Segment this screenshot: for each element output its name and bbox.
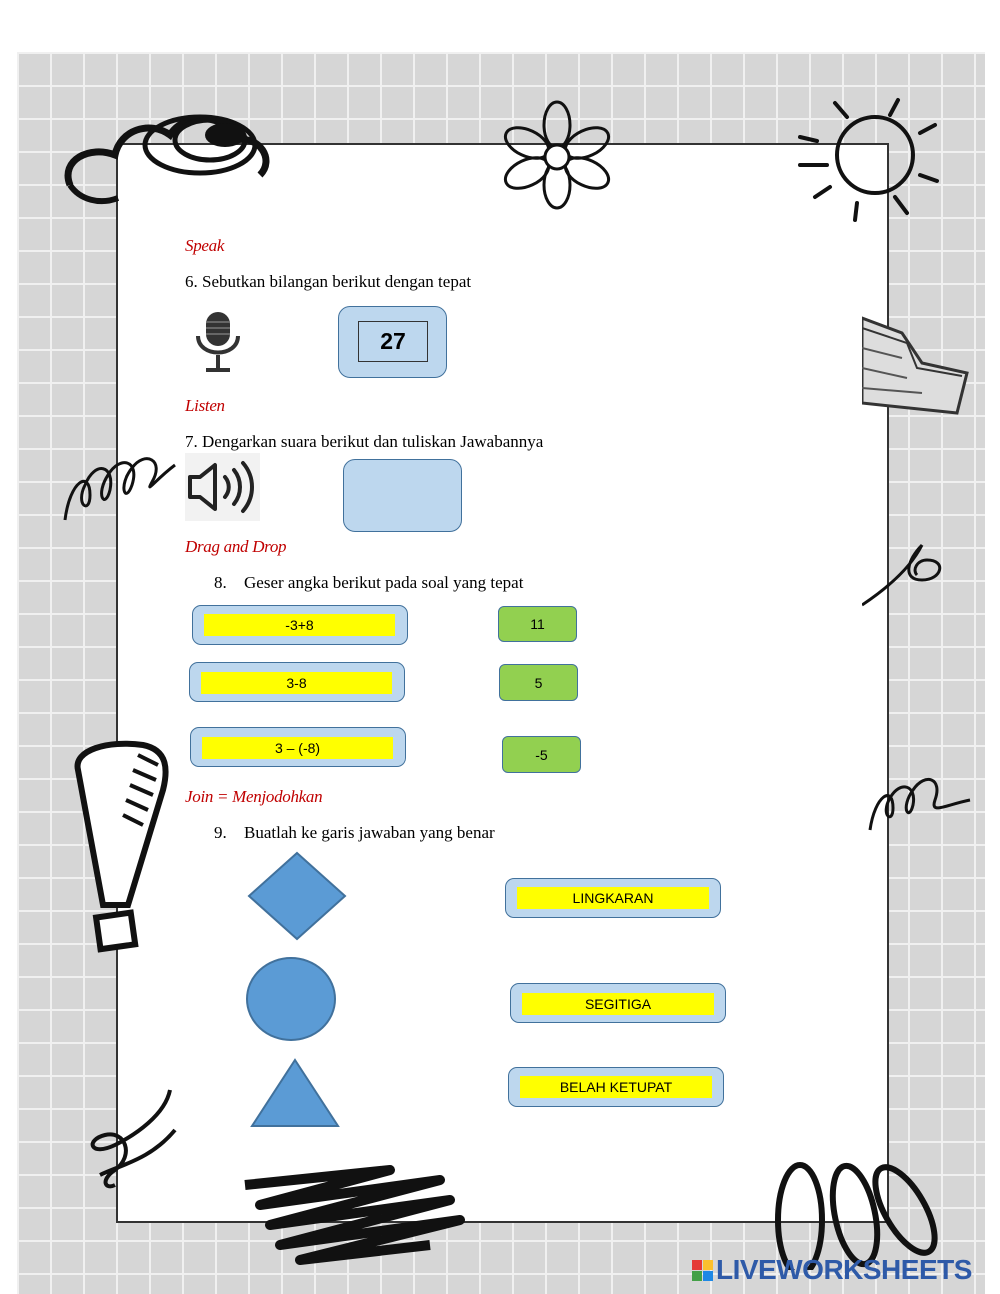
logo-mark-icon [692,1260,713,1281]
shape-label: LINGKARAN [517,887,709,909]
diamond-shape[interactable] [245,850,349,942]
draggable-answer[interactable]: -5 [502,736,581,773]
expression-label: -3+8 [204,614,395,636]
speak-section-title: Speak [185,236,225,255]
draggable-answer[interactable]: 5 [499,664,578,701]
shape-label: SEGITIGA [522,993,714,1015]
circle-shape[interactable] [244,955,338,1043]
flower-decoration [500,95,615,215]
exclamation-decoration [68,740,178,955]
cloud-scribble-decoration [60,100,280,220]
question-8: Geser angka berikut pada soal yang tepat [244,573,524,592]
loops-left-decoration [60,440,180,530]
petals-bottom-right-decoration [765,1140,945,1270]
question-9-number: 9. [214,823,227,842]
listen-answer-box[interactable] [343,459,462,532]
question-7: 7. Dengarkan suara berikut dan tuliskan Jawabannya [185,432,544,451]
drag-section-title: Drag and Drop [185,537,287,556]
shape-label: BELAH KETUPAT [520,1076,712,1098]
scribble-bottom-decoration [240,1165,470,1265]
question-6: 6. Sebutkan bilangan berikut dengan tepat [185,272,472,291]
triangle-shape[interactable] [248,1057,342,1129]
draggable-answer[interactable]: 11 [498,606,577,642]
speaker-icon[interactable] [185,453,260,521]
microphone-icon[interactable] [193,310,243,375]
question-9: Buatlah ke garis jawaban yang benar [244,823,495,842]
sun-decoration [795,95,945,225]
loops-right-decoration [865,760,975,840]
number-display: 27 [358,321,428,362]
expression-label: 3 – (-8) [202,737,393,759]
logo-text: LIVEWORKSHEETS [716,1254,972,1285]
listen-section-title: Listen [185,396,225,415]
expression-label: 3-8 [201,672,392,694]
swirl-left-decoration [75,1085,185,1195]
book-decoration [862,308,972,438]
spiral-right-decoration [862,525,952,625]
join-section-title: Join = Menjodohkan [185,787,323,806]
liveworksheets-logo[interactable] [692,1254,972,1286]
question-8-number: 8. [214,573,227,592]
